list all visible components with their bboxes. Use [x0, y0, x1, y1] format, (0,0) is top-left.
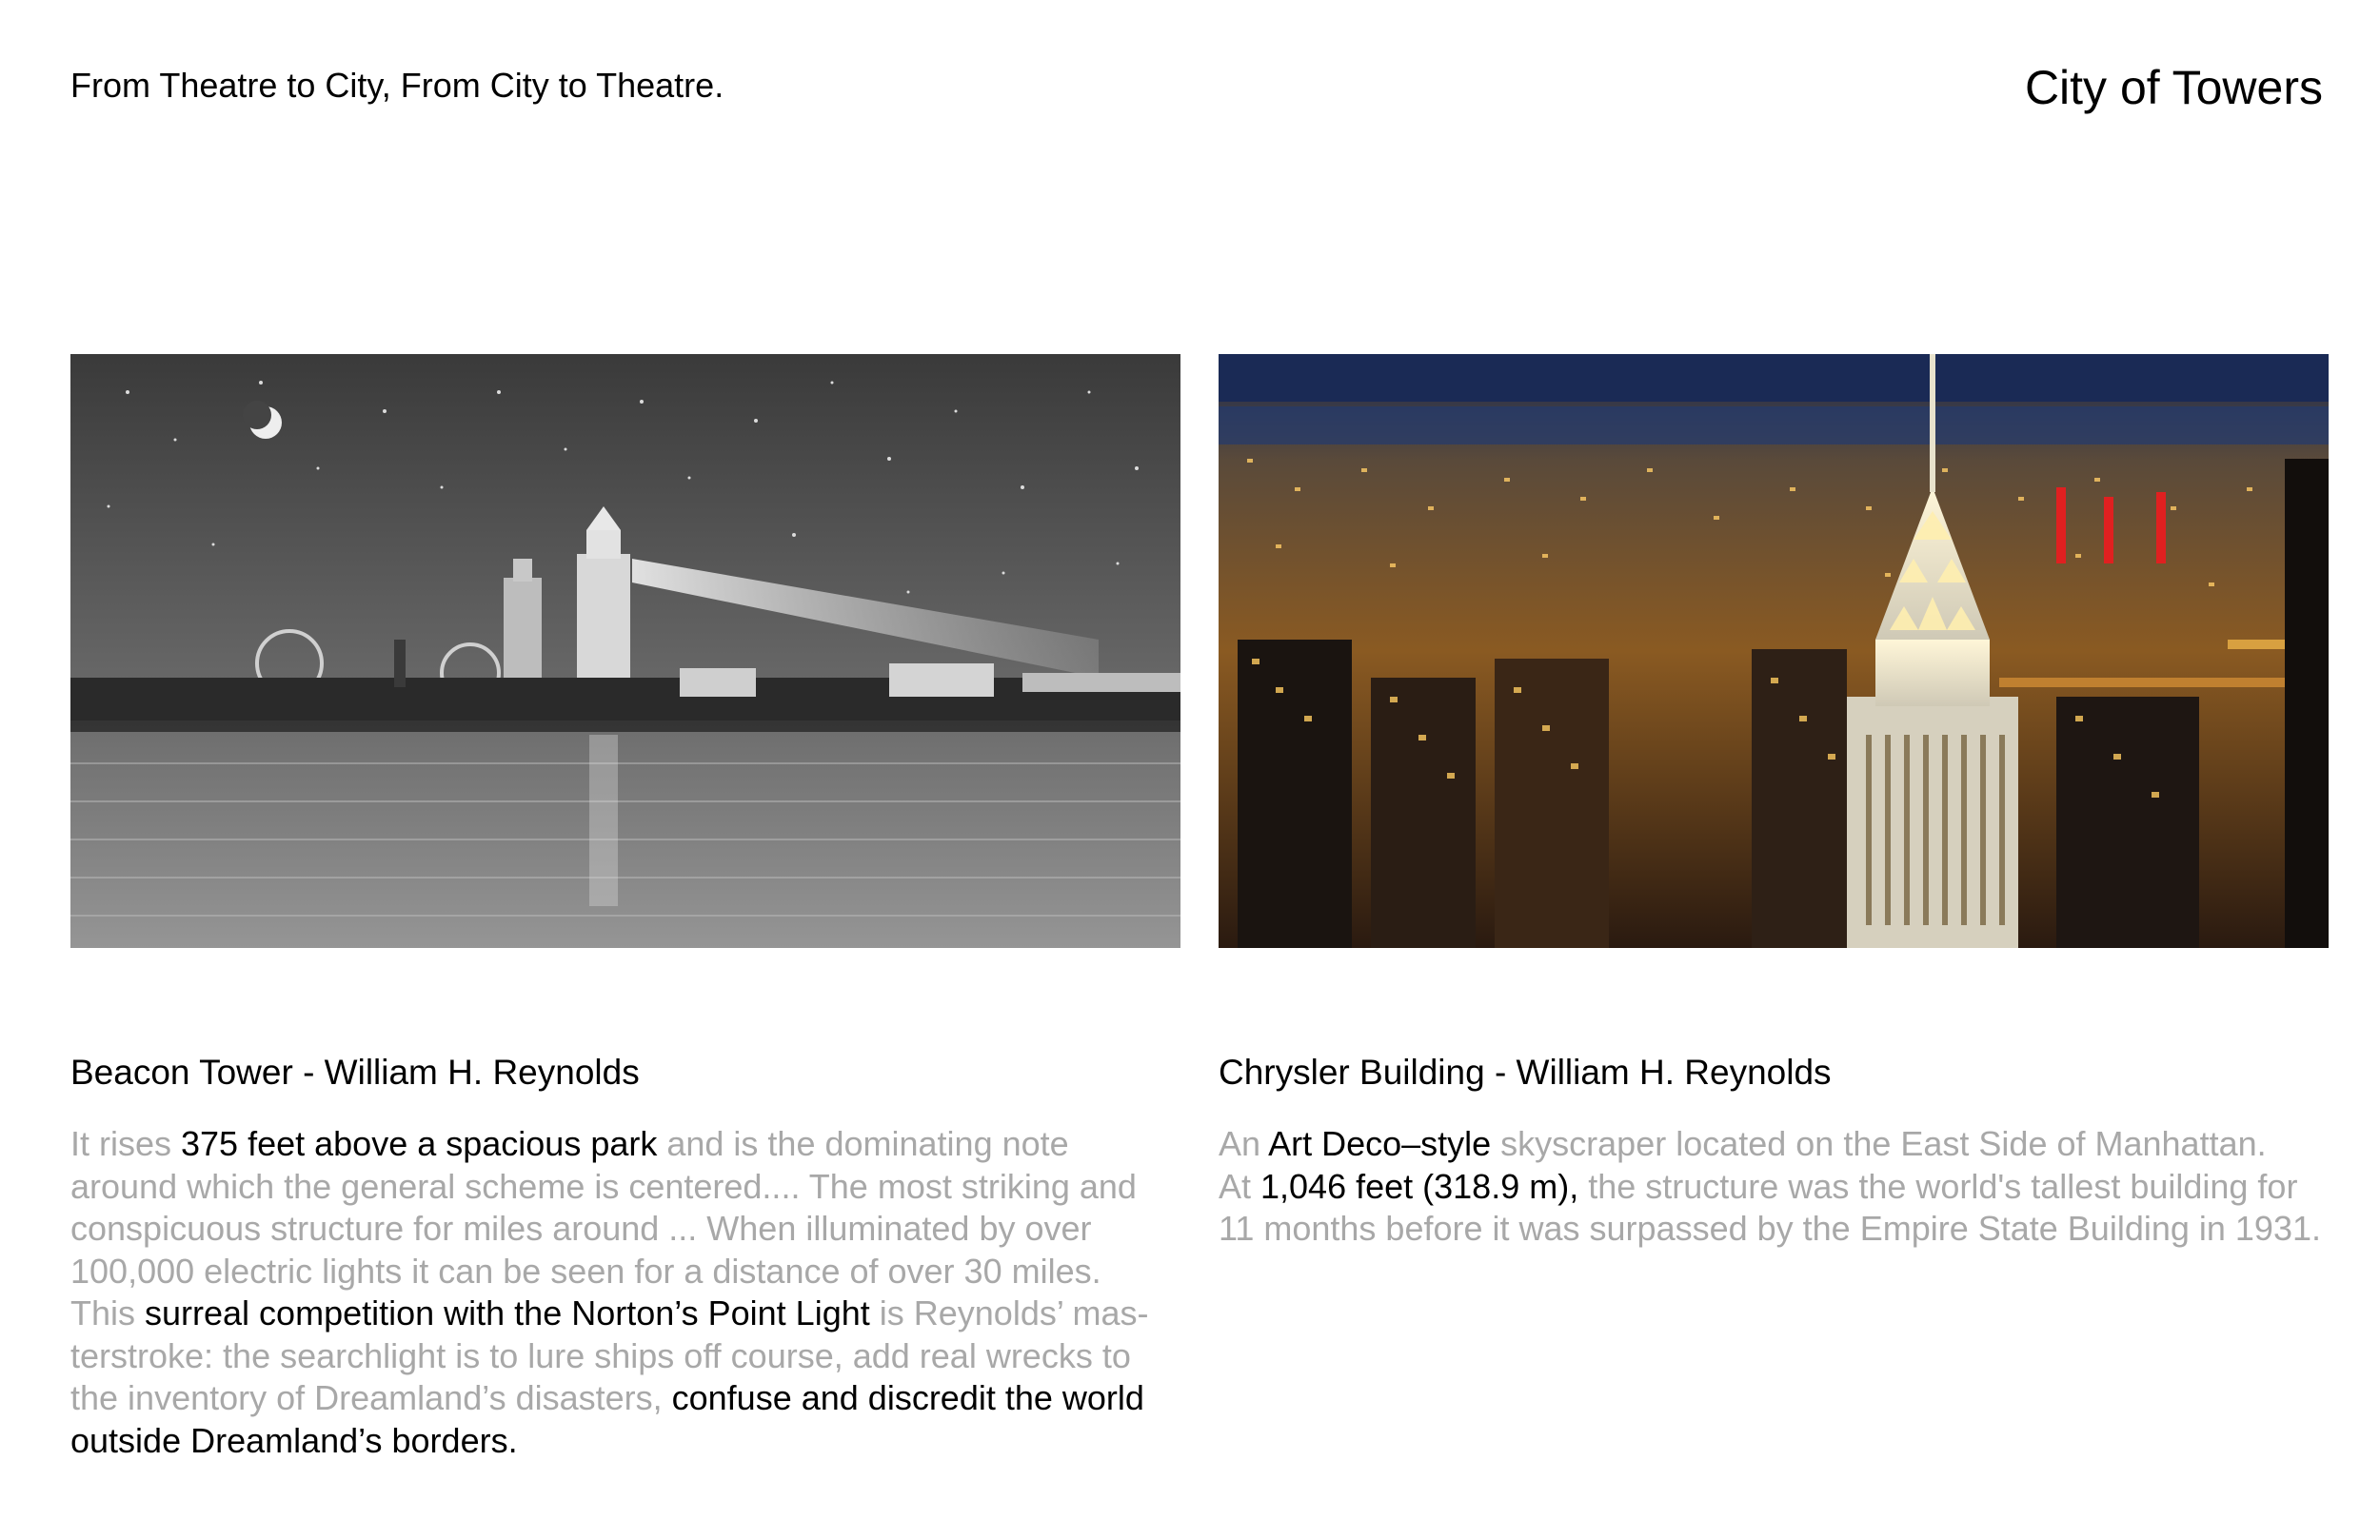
beacon-highlight-borders: outside Dreamland’s borders.: [70, 1420, 518, 1460]
beacon-highlight-competition: surreal competition with the Norton’s Point Light: [145, 1293, 870, 1333]
beacon-highlight-height: 375 feet above a spacious park: [181, 1124, 658, 1163]
chrysler-text-segment: the structure was the world's tallest building for: [1578, 1166, 2298, 1206]
beacon-tower-caption-title: Beacon Tower - William H. Reynolds: [70, 1053, 640, 1092]
page-title: City of Towers: [2024, 61, 2323, 114]
beacon-text-line: 100,000 electric lights it can be seen for a distance of over 30 miles.: [70, 1251, 1101, 1291]
beacon-text-line: terstroke: the searchlight is to lure ships off course, add real wrecks to: [70, 1335, 1131, 1375]
chrysler-caption-title: Chrysler Building - William H. Reynolds: [1219, 1053, 1832, 1092]
chrysler-building-image: [1219, 354, 2329, 948]
beacon-tower-description: [70, 1123, 1194, 1462]
page-subtitle: From Theatre to City, From City to Theatre.: [70, 66, 724, 105]
chrysler-description: [1219, 1123, 2370, 1251]
beacon-text-segment: It rises: [70, 1124, 182, 1163]
chrysler-highlight-style: Art Deco–style: [1268, 1124, 1492, 1163]
beacon-text-segment: This: [70, 1293, 146, 1333]
manhattan-night-skyline-image: [1219, 354, 2329, 948]
beacon-text-segment: the inventory of Dreamland’s disasters,: [70, 1378, 672, 1417]
chrysler-text-segment: skyscraper located on the East Side of Manhattan.: [1491, 1124, 2267, 1163]
beacon-text-line: around which the general scheme is centered.... The most striking and: [70, 1166, 1137, 1206]
coney-island-night-postcard-image: [70, 354, 1180, 948]
chrysler-text-line: 11 months before it was surpassed by the Empire State Building in 1931.: [1219, 1209, 2321, 1248]
beacon-highlight-confuse: confuse and discredit the world: [671, 1378, 1144, 1417]
chrysler-text-segment: At: [1219, 1166, 1261, 1206]
beacon-text-segment: is Reynolds’ mas-: [869, 1293, 1149, 1333]
chrysler-highlight-height: 1,046 feet (318.9 m),: [1260, 1166, 1579, 1206]
beacon-text-segment: and is the dominating note: [657, 1124, 1069, 1163]
beacon-tower-image: [70, 354, 1180, 948]
chrysler-text-segment: An: [1219, 1124, 1269, 1163]
beacon-text-line: conspicuous structure for miles around ... When illuminated by over: [70, 1209, 1092, 1248]
